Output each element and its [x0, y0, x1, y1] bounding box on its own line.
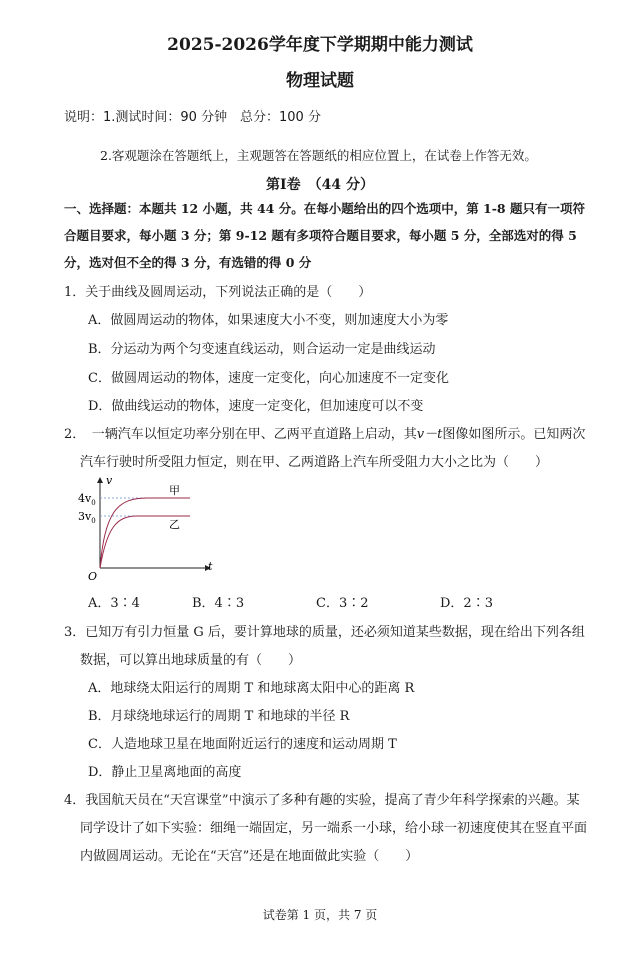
q2-stem-variable: v－t: [416, 427, 443, 442]
graph-axis-v-label: v: [106, 474, 113, 487]
q2-option-c: C．3∶2: [316, 596, 369, 611]
q3-option-b: B．月球绕地球运行的周期 T 和地球的半径 R: [88, 709, 350, 724]
section-instructions-3: 分，选对但不全的得 3 分，有选错的得 0 分: [64, 255, 312, 270]
note-answer-sheet: 2.客观题涂在答题纸上，主观题答在答题纸的相应位置上，在试卷上作答无效。: [100, 148, 537, 163]
section-title: 第Ⅰ卷 （44 分）: [266, 177, 374, 193]
q1-option-d: D．做曲线运动的物体，速度一定变化，但加速度可以不变: [88, 399, 424, 414]
graph-axis-t-label: t: [208, 560, 213, 573]
q2-option-a: A．3∶4: [88, 596, 140, 611]
q2-stem-part-b: 图像如图所示。已知两次: [442, 427, 586, 442]
q4-line3: 内做圆周运动。无论在“天宫”还是在地面做此实验（ ）: [80, 849, 419, 864]
graph-level-4v0-main: 4v: [78, 492, 92, 505]
note-time: 说明：1.测试时间：90 分钟: [64, 110, 228, 125]
graph-level-3v0-text: [78, 510, 96, 525]
graph-level-4v0-sub: 0: [91, 499, 96, 507]
section-instructions-2: 合题目要求，每小题 3 分；第 9-12 题有多项符合题目要求，每小题 5 分，全部选对的得 5: [64, 228, 577, 243]
q3-option-c: C．人造地球卫星在地面附近运行的速度和运动周期 T: [88, 737, 397, 752]
q3-option-a: A．地球绕太阳运行的周期 T 和地球离太阳中心的距离 R: [88, 681, 415, 696]
graph-level-3v0-subscript: 0: [91, 517, 96, 525]
q2-option-d: D．2∶3: [440, 596, 493, 611]
graph-level-3v0-value: 3v: [78, 510, 92, 523]
q1-option-b: B．分运动为两个匀变速直线运动，则合运动一定是曲线运动: [88, 342, 436, 357]
page-footer: 试卷第 1 页，共 7 页: [262, 908, 378, 922]
q3-stem-line2: 数据，可以算出地球质量的有（ ）: [80, 653, 302, 668]
q4-line2: 同学设计了如下实验：细绳一端固定，另一端系一小球，给小球一初速度使其在竖直平面: [80, 821, 588, 836]
q3-option-d: D．静止卫星离地面的高度: [88, 765, 242, 780]
graph-label-yi: 乙: [169, 518, 180, 531]
q2-stem-part-a: 2． 一辆汽车以恒定功率分别在甲、乙两平直道路上启动，其: [64, 427, 417, 442]
velocity-time-graph: [72, 472, 222, 582]
q2-stem-line2: 汽车行驶时所受阻力恒定，则在甲、乙两道路上汽车所受阻力大小之比为（ ）: [80, 455, 549, 470]
exam-title: 2025-2026学年度下学期期中能力测试: [167, 35, 473, 55]
q2-stem-line1: [64, 423, 585, 442]
note-score: 总分：100 分: [240, 110, 321, 125]
q4-line1: 4．我国航天员在“天宫课堂”中演示了多种有趣的实验，提高了青少年科学探索的兴趣。某: [64, 793, 580, 808]
q3-stem-line1: 3．已知万有引力恒量 G 后，要计算地球的质量，还必须知道某些数据，现在给出下列各组: [64, 625, 585, 640]
graph-label-jia: 甲: [169, 484, 180, 497]
graph-level-4v0: [78, 492, 96, 507]
exam-subtitle: 物理试题: [286, 71, 354, 91]
q1-option-a: A．做圆周运动的物体，如果速度大小不变，则加速度大小为零: [88, 313, 449, 328]
graph-origin-label: O: [88, 570, 98, 582]
graph-curve-jia: [100, 498, 190, 568]
q1-option-c: C．做圆周运动的物体，速度一定变化，向心加速度不一定变化: [88, 371, 449, 386]
q1-stem: 1．关于曲线及圆周运动，下列说法正确的是（ ）: [64, 285, 372, 300]
q2-option-b: B．4∶3: [192, 596, 245, 611]
section-instructions-1: 一、选择题：本题共 12 小题，共 44 分。在每小题给出的四个选项中，第 1-8 题只有一项符: [64, 201, 585, 216]
